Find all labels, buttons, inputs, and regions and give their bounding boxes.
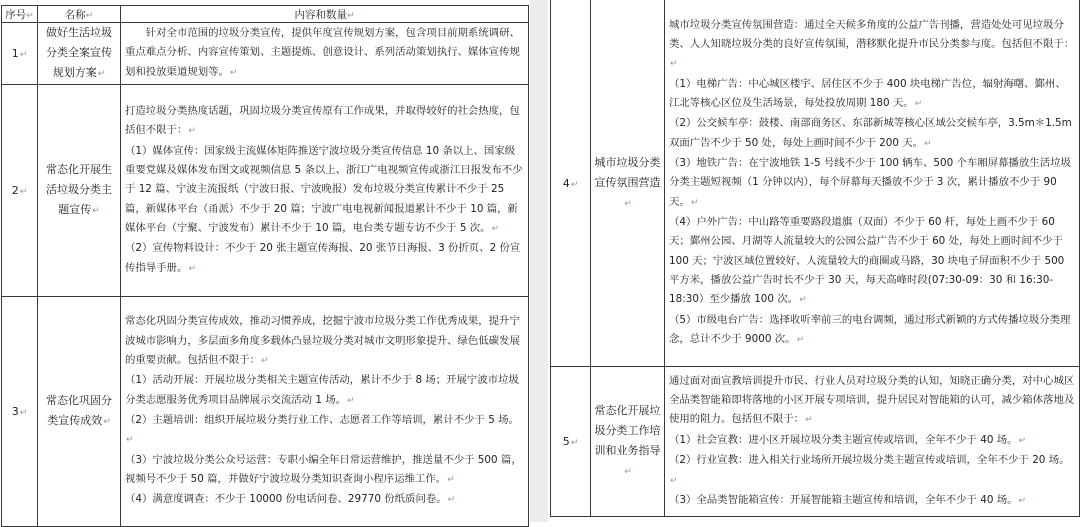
table-row	[2, 85, 529, 297]
row-content: 针对全市范围的垃圾分类宣传，提供年度宣传规划方案，包含项目前期系统调研、重点难点分析、内容宣传策划、主题提炼、创意设计、系列活动策划执行、媒体宣传规划和投放渠道规划等。↵	[121, 23, 529, 85]
header-no: 序号↵	[2, 6, 38, 23]
page-gap	[530, 0, 548, 522]
row-content: 城市垃圾分类宣传氛围营造：通过全天候多角度的公益广告刊播，营造处处可见垃圾分类、人人知晓垃圾分类的良好宣传氛围，潜移默化提升市民分类参与度。包括但不限于：↵ （1）电梯广告：中心城区楼宇、居住区不少于 400 块电梯广告位，辐射海曙、鄞州、江北等核心区位及生活场景，每处投放周期 180 天。↵ （2）公交候车亭：鼓楼、南部商务区、东部新城等核心区域公交候车亭，3.5m＊1.5m 双面广告不少于 50 处，每处上画时间不少于 200 天。↵ （3）地铁广告：在宁波地铁 1-5 号线不少于 100 辆车、500 个车厢屏幕播放生活垃圾分类主题短视频（1 分钟以内），每个屏幕每天播放不少于 3 次，累计播放不少于 90 天。↵ （4）户外广告：中山路等重要路段道旗（双面）不少于 60 杆，每处上画不少于 60 天；鄞州公园、月湖等人流量较大的公园公益广告不少于 60 处，每处上画时间不少于 100 天；宁波区域位置较好、人流量较大的商圈或马路，30 块电子屏面积不少于 500 平方米，播放公益广告时长不少于 30 天，每天高峰时段(07:30-09：30 和 16:30-18:30）至少播放 100 次。↵ （5）市级电台广告：选择收听率前三的电台调频，通过形式新颖的方式传播垃圾分类理念，总计不少于 9000 次。↵	[665, 0, 1080, 367]
row-content: 打造垃圾分类热度话题，巩固垃圾分类宣传原有工作成果，并取得较好的社会热度，包括但不限于：↵ （1）媒体宣传：国家级主流媒体矩阵推送宁波垃圾分类宣传信息 10 条以上、国家级重要党媒及媒体发布图文或视频信息 5 条以上、浙江广电视频宣传或浙江日报发布不少于 12 篇、宁波主流报纸（宁波日报、宁波晚报）发布垃圾分类宣传累计不少于 25 篇，新媒体平台（甬派）不少于 20 篇；宁波广电电视新闻报道累计不少于 10 篇，新媒体平台（宁聚、宁波发布）累计不少于 10 篇，电台类专题专访不少于 5 次。↵ （2）宣传物料设计：不少于 20 张主题宣传海报、20 张节日海报、3 份折页、2 份宣传指导手册。↵	[121, 85, 529, 297]
row-number: 2↵	[2, 85, 38, 297]
table-header-row	[2, 6, 529, 23]
row-number: 5↵	[551, 367, 591, 517]
row-number: 3↵	[2, 297, 38, 527]
row-content: 通过面对面宣教培训提升市民、行业人员对垃圾分类的认知，知晓正确分类，对中心城区全品类智能箱即将落地的小区开展专项培训，提升居民对智能箱的认可，减少箱体落地及使用的阻力。包括但不限于：↵ （1）社会宣教：进小区开展垃圾分类主题宣传或培训，全年不少于 40 场。↵ （2）行业宣教：进入相关行业场所开展垃圾分类主题宣传或培训，全年不少于 20 场。↵ （3）全品类智能箱宣传：开展智能箱主题宣传和培训，全年不少于 40 场。↵	[665, 367, 1080, 517]
row-name: 常态化巩固分类宣传成效↵	[38, 297, 121, 527]
row-name: 常态化开展垃圾分类工作培训和业务指导↵	[591, 367, 665, 517]
row-name: 城市垃圾分类宣传氛围营造↵	[591, 0, 665, 367]
row-number: 4↵	[551, 0, 591, 367]
header-name: 名称↵	[38, 6, 121, 23]
row-content: 常态化巩固分类宣传成效，推动习惯养成，挖掘宁波市垃圾分类工作优秀成果，提升宁波城市影响力，多层面多角度多载体凸显垃圾分类对城市文明形象提升、绿色低碳发展的重要贡献。包括但不限于：↵ （1）活动开展：开展垃圾分类相关主题宣传活动，累计不少于 8 场；开展宁波市垃圾分类志愿服务优秀项目品牌展示交流活动 1 场。↵ （2）主题培训：组织开展垃圾分类行业工作、志愿者工作等培训，累计不少于 5 场。↵ （3）宁波垃圾分类公众号运营：专职小编全年日常运营维护，推送量不少于 500 篇，视频号不少于 50 篇，并做好宁波垃圾分类知识查询小程序运维工作。↵ （4）满意度调查：不少于 10000 份电话问卷、29770 份纸质问卷。↵	[121, 297, 529, 527]
right-document-page	[548, 0, 1080, 522]
left-document-page	[0, 0, 530, 522]
table-row	[551, 0, 1080, 367]
row-number: 1↵	[2, 23, 38, 85]
table-row	[2, 297, 529, 527]
header-content: 内容和数量↵	[121, 6, 529, 23]
table-row	[551, 367, 1080, 517]
table-row	[2, 23, 529, 85]
row-name: 常态化开展生活垃圾分类主题宣传↵	[38, 85, 121, 297]
content-table-left	[1, 5, 529, 527]
row-name: 做好生活垃圾分类全案宣传规划方案↵	[38, 23, 121, 85]
content-table-right	[550, 0, 1080, 517]
